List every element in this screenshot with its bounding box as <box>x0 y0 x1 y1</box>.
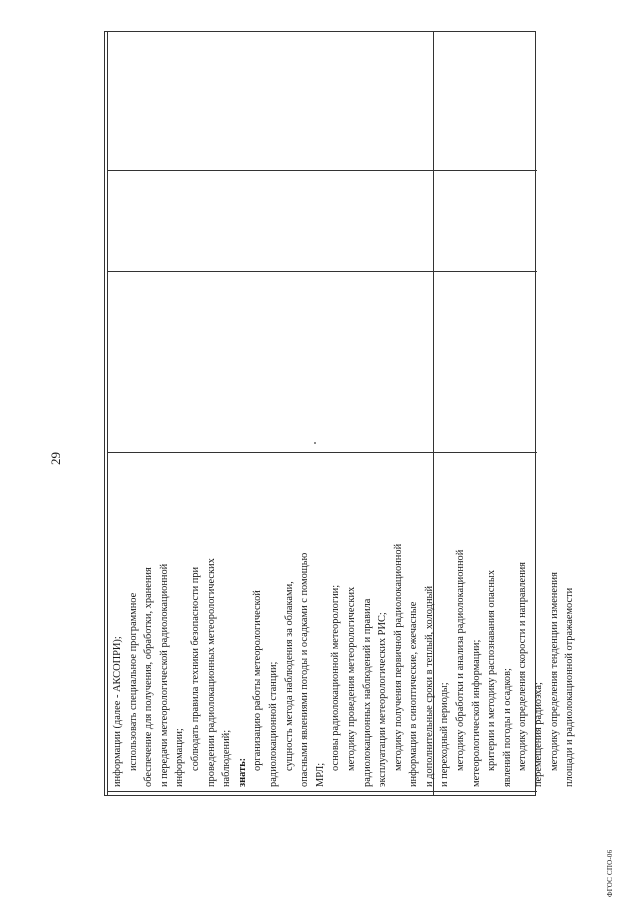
table-cell-index <box>108 791 433 795</box>
text-line: радиолокационной станции; <box>267 661 279 787</box>
footer-code: ФГОС СПО-06 <box>606 849 614 897</box>
text-line: организацию работы метеорологической <box>252 590 264 771</box>
text-line: явлений погоды и осадков; <box>501 668 513 787</box>
text-line: сущность метода наблюдения за облаками, <box>283 581 295 771</box>
text-line: опасными явлениями погоды и осадками с помощью <box>299 552 311 787</box>
table-cell-hours-b <box>434 271 537 452</box>
text-line: методику получения первичной радиолокационной <box>392 543 404 771</box>
text-line: эксплуатации метеорологических РИС; <box>377 612 389 787</box>
text-line: методику обработки и анализа радиолокационной <box>455 549 467 771</box>
text-line: метеорологической информации; <box>470 639 482 787</box>
text-line: площади и радиолокационной отражаемости <box>564 587 576 787</box>
text-line: соблюдать правила техники безопасности при <box>189 566 201 771</box>
text-line: знать: <box>236 757 248 787</box>
text-line: методику определения тенденции изменения <box>548 572 560 771</box>
text-line: информации в синоптические, ежечасные <box>408 601 420 787</box>
text-line: наблюдений; <box>221 729 233 787</box>
text-line: методику определения скорости и направления <box>517 562 529 771</box>
text-line: проведении радиолокационных метеорологических <box>205 558 217 787</box>
table-cell-hours <box>108 271 433 452</box>
table-cell-text-b <box>434 452 537 791</box>
table-cell-text <box>108 452 576 791</box>
table-cell-competencies-b <box>434 30 537 170</box>
table-cell-index-code <box>108 170 433 271</box>
text-line: использовать специальное программное <box>127 592 139 771</box>
competency-table <box>104 31 576 796</box>
table-cell-competencies <box>108 30 433 170</box>
requirements-text <box>108 454 576 789</box>
text-line: обеспечение для получения, обработки, хранения <box>143 567 155 787</box>
table-cell-index-code-b <box>434 170 537 271</box>
text-line: радиолокационных наблюдений и правила <box>361 598 373 787</box>
text-line: перемещения радиоэха; <box>533 682 545 787</box>
table-cell-index-b <box>434 791 537 795</box>
table-row-bottom <box>434 32 537 795</box>
text-line: МРЛ; <box>314 762 326 787</box>
text-line: и передачи метеорологической радиолокационной <box>158 563 170 787</box>
text-line: и дополнительные сроки в теплый, холодный <box>423 585 435 787</box>
text-line: основы радиолокационной метеорологии; <box>330 584 342 771</box>
text-line: информации; <box>174 728 186 787</box>
page-number: 29 <box>48 452 63 465</box>
text-line: и переходный периоды; <box>439 682 451 787</box>
text-line: методику проведения метеорологических <box>345 586 357 771</box>
table-row-main <box>108 32 576 795</box>
text-line: критерии и методику распознавания опасных <box>486 569 498 771</box>
text-line: информации (далее - АКСОПРИ); <box>112 636 123 787</box>
